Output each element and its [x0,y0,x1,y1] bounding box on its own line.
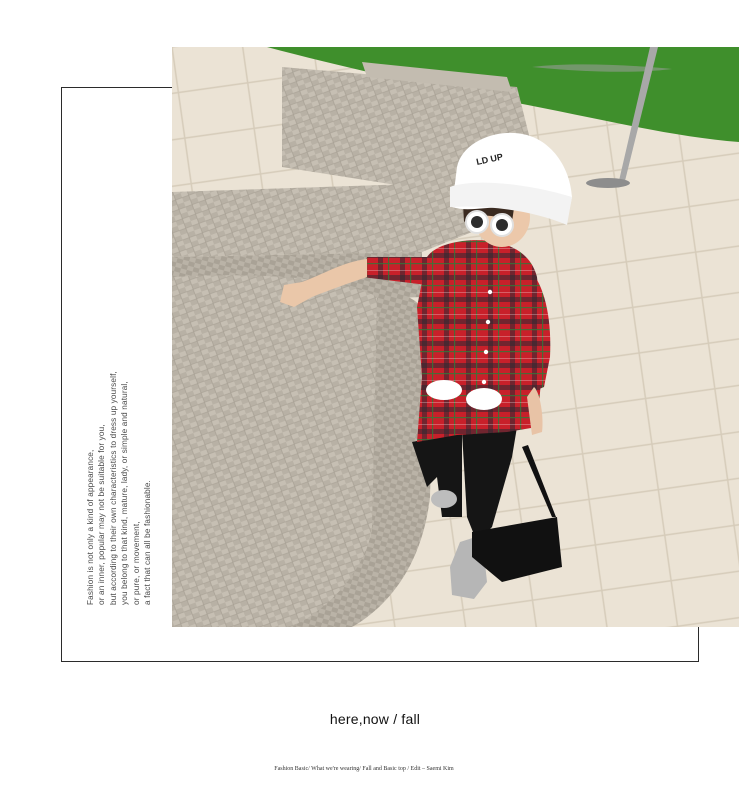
fashion-photo [172,47,739,627]
hat-print: LD UP [475,151,504,167]
side-caption-line: but according to their own characteristics to dress up yourself, [108,371,118,605]
headline: here,now / fall [329,711,421,727]
side-caption-line: Fashion is not only a kind of appearance, [86,449,95,605]
side-caption-line: or pure, or movement, [131,521,141,605]
photo-illustration [172,47,739,627]
side-caption-line: you belong to that kind, mature, lady, or simple and natural, [120,381,130,605]
credits-line: Fashion Basic/ What we're wearing/ Fall and Basic top / Edit – Saemi Kim [274,766,454,772]
side-caption [85,335,153,605]
side-caption-line: a fact that can all be fashionable. [143,480,153,605]
side-caption-line: or an inner, popular may not be suitable for you, [97,424,107,605]
